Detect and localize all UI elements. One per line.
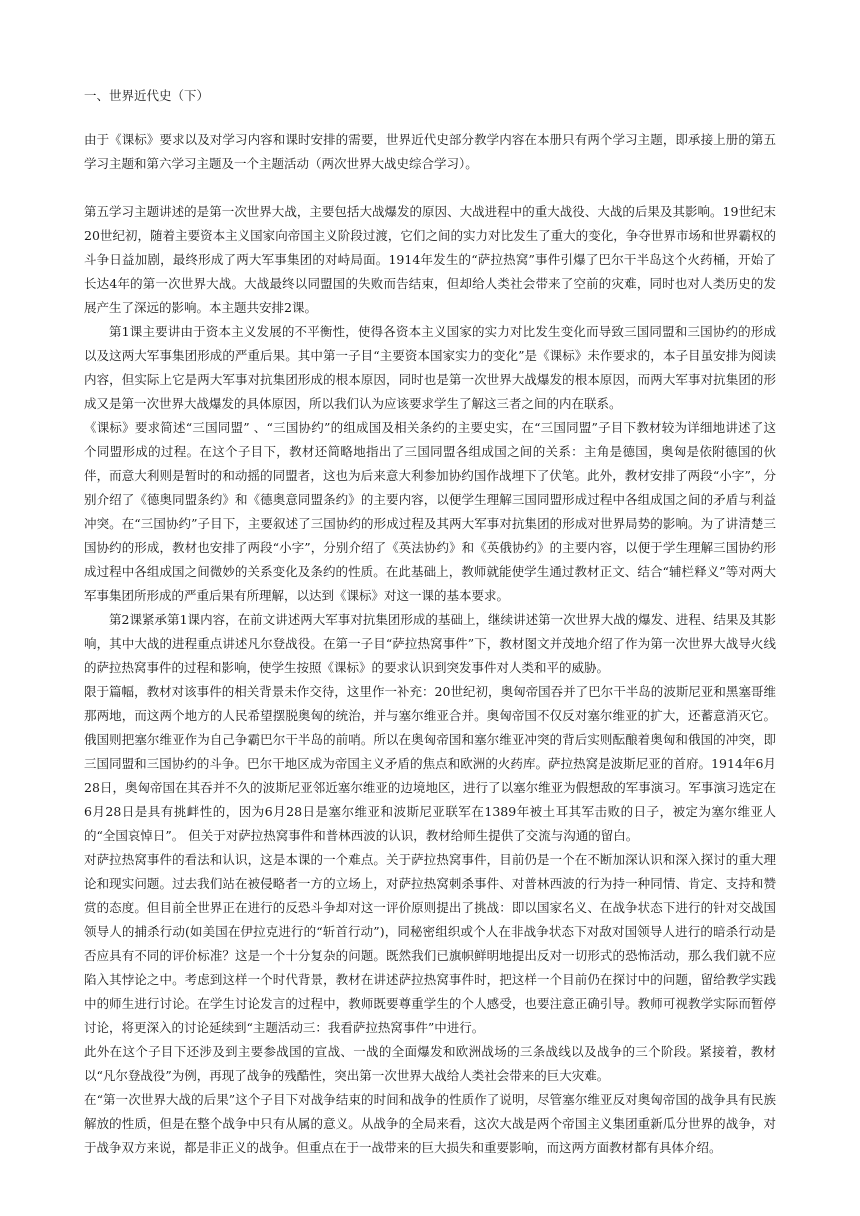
alliance-paragraph: 《课标》要求简述“三国同盟” 、“三国协约”的组成国及相关条约的主要史实，在“三国同盟”子目下教材较为详细地讲述了这个同盟形成的过程。在这个子目下，教材还简略地指出了三国同盟各组成国之间的关系：主角是德国，奥匈是依附德国的伙伴，而意大利则是暂时的和动摇的同盟者，这也为后来意大利参加协约国作战埋下了伏笔。此外，教材安排了两段“小字”，分别介绍了《德奥同盟条约》和《德奥意同盟条约》的主要内容，以便学生理解三国同盟形成过程中各组成国之间的矛盾与利益冲突。在“三国协约”子目下，主要叙述了三国协约的形成过程及其两大军事对抗集团的形成对世界局势的影响。为了讲清楚三国协约的形成，教材也安排了两段“小字”，分别介绍了《英法协约》和《英俄协约》的主要内容，以便于学生理解三国协约形成过程中各组成国之间微妙的关系变化及条约的性质。在此基础上，教师就能使学生通过教材正文、结合“辅栏释义”等对两大军事集团所形成的严重后果有所理解，以达到《课标》对这一课的基本要求。 xyxy=(84,420,776,603)
sarajevo-view-paragraph: 对萨拉热窝事件的看法和认识，这是本课的一个难点。关于萨拉热窝事件，目前仍是一个在不断加深认识和深入探讨的重大理论和现实问题。过去我们站在被侵略者一方的立场上，对萨拉热窝刺杀事件、对普林西波的行为持一种同情、肯定、支持和赞赏的态度。但目前全世界正在进行的反恐斗争却对这一评价原则提出了挑战：即以国家名义、在战争状态下进行的针对交战国领导人的捕杀行动(如美国在伊拉克进行的“斩首行动”)，同秘密组织或个人在非战争状态下对敌对国领导人进行的暗杀行动是否应具有不同的评价标准？这是一个十分复杂的问题。既然我们已旗帜鲜明地提出反对一切形式的恐怖活动，那么我们就不应陷入其悖论之中。考虑到这样一个时代背景，教材在讲述萨拉热窝事件时，把这样一个目前仍在探讨中的问题，留给教学实践中的师生进行讨论。在学生讨论发言的过程中，教师既要尊重学生的个人感受，也要注意正确引导。教师可视教学实际而暂停讨论，将更深入的讨论延续到“主题活动三：我看萨拉热窝事件”中进行。 xyxy=(84,852,776,1035)
verdun-paragraph: 此外在这个子目下还涉及到主要参战国的宣战、一战的全面爆发和欧洲战场的三条战线以及战争的三个阶段。紧接着，教材以“凡尔登战役”为例，再现了战争的残酷性，突出第一次世界大战给人类社会带来的巨大灾难。 xyxy=(84,1044,776,1083)
consequences-paragraph: 在“第一次世界大战的后果”这个子目下对战争结束的时间和战争的性质作了说明，尽管塞尔维亚反对奥匈帝国的战争具有民族解放的性质，但是在整个战争中只有从属的意义。从战争的全局来看，这次大战是两个帝国主义集团重新瓜分世界的战争，对于战争双方来说，都是非正义的战争。但重点在于一战带来的巨大损失和重要影响，而这两方面教材都有具体介绍。 xyxy=(84,1092,776,1155)
document-page xyxy=(84,84,776,1160)
background-paragraph: 限于篇幅，教材对该事件的相关背景未作交待，这里作一补充：20世纪初，奥匈帝国吞并了巴尔干半岛的波斯尼亚和黑塞哥维那两地，而这两个地方的人民希望摆脱奥匈的统治，并与塞尔维亚合并。奥匈帝国不仅反对塞尔维亚的扩大，还蓄意消灭它。俄国则把塞尔维亚作为自己争霸巴尔干半岛的前哨。所以在奥匈帝国和塞尔维亚冲突的背后实则酝酿着奥匈和俄国的冲突，即三国同盟和三国协约的斗争。巴尔干地区成为帝国主义矛盾的焦点和欧洲的火药库。萨拉热窝是波斯尼亚的首府。1914年6月28日，奥匈帝国在其吞并不久的波斯尼亚邻近塞尔维亚的边境地区，进行了以塞尔维亚为假想敌的军事演习。军事演习选定在6月28日是具有挑衅性的，因为6月28日是塞尔维亚和波斯尼亚联军在1389年被土耳其军击败的日子，被定为塞尔维亚人的“全国哀悼日”。 但关于对萨拉热窝事件和普林西波的认识，教材给师生提供了交流与沟通的留白。 xyxy=(84,684,776,843)
intro-paragraph: 由于《课标》要求以及对学习内容和课时安排的需要，世界近代史部分教学内容在本册只有两个学习主题，即承接上册的第五学习主题和第六学习主题及一个主题活动（两次世界大战史综合学习）。 xyxy=(84,132,776,171)
lesson-two-paragraph: 第2课紧承第1课内容，在前文讲述两大军事对抗集团形成的基础上，继续讲述第一次世界大战的爆发、进程、结果及其影响，其中大战的进程重点讲述凡尔登战役。在第一子目“萨拉热窝事件”下，教材图文并茂地介绍了作为第一次世界大战导火线的萨拉热窝事件的过程和影响，使学生按照《课标》的要求认识到突发事件对人类和平的威胁。 xyxy=(84,612,776,675)
section-heading: 一、世界近代史（下） xyxy=(84,88,210,103)
theme-five-paragraph: 第五学习主题讲述的是第一次世界大战，主要包括大战爆发的原因、大战进程中的重大战役、大战的后果及其影响。19世纪末20世纪初，随着主要资本主义国家向帝国主义阶段过渡，它们之间的实力对比发生了重大的变化，争夺世界市场和世界霸权的斗争日益加剧，最终形成了两大军事集团的对峙局面。1914年发生的“萨拉热窝”事件引爆了巴尔干半岛这个火药桶，开始了长达4年的第一次世界大战。大战最终以同盟国的失败而告结束，但却给人类社会带来了空前的灾难，同时也对人类历史的发展产生了深远的影响。本主题共安排2课。 xyxy=(84,204,776,315)
lesson-one-paragraph: 第1课主要讲由于资本主义发展的不平衡性，使得各资本主义国家的实力对比发生变化而导致三国同盟和三国协约的形成以及这两大军事集团形成的严重后果。其中第一子目“主要资本国家实力的变化”是《课标》未作要求的，本子目虽安排为阅读内容，但实际上它是两大军事对抗集团形成的根本原因，同时也是第一次世界大战爆发的根本原因，而两大军事对抗集团的形成又是第一次世界大战爆发的具体原因，所以我们认为应该要求学生了解这三者之间的内在联系。 xyxy=(84,324,776,411)
